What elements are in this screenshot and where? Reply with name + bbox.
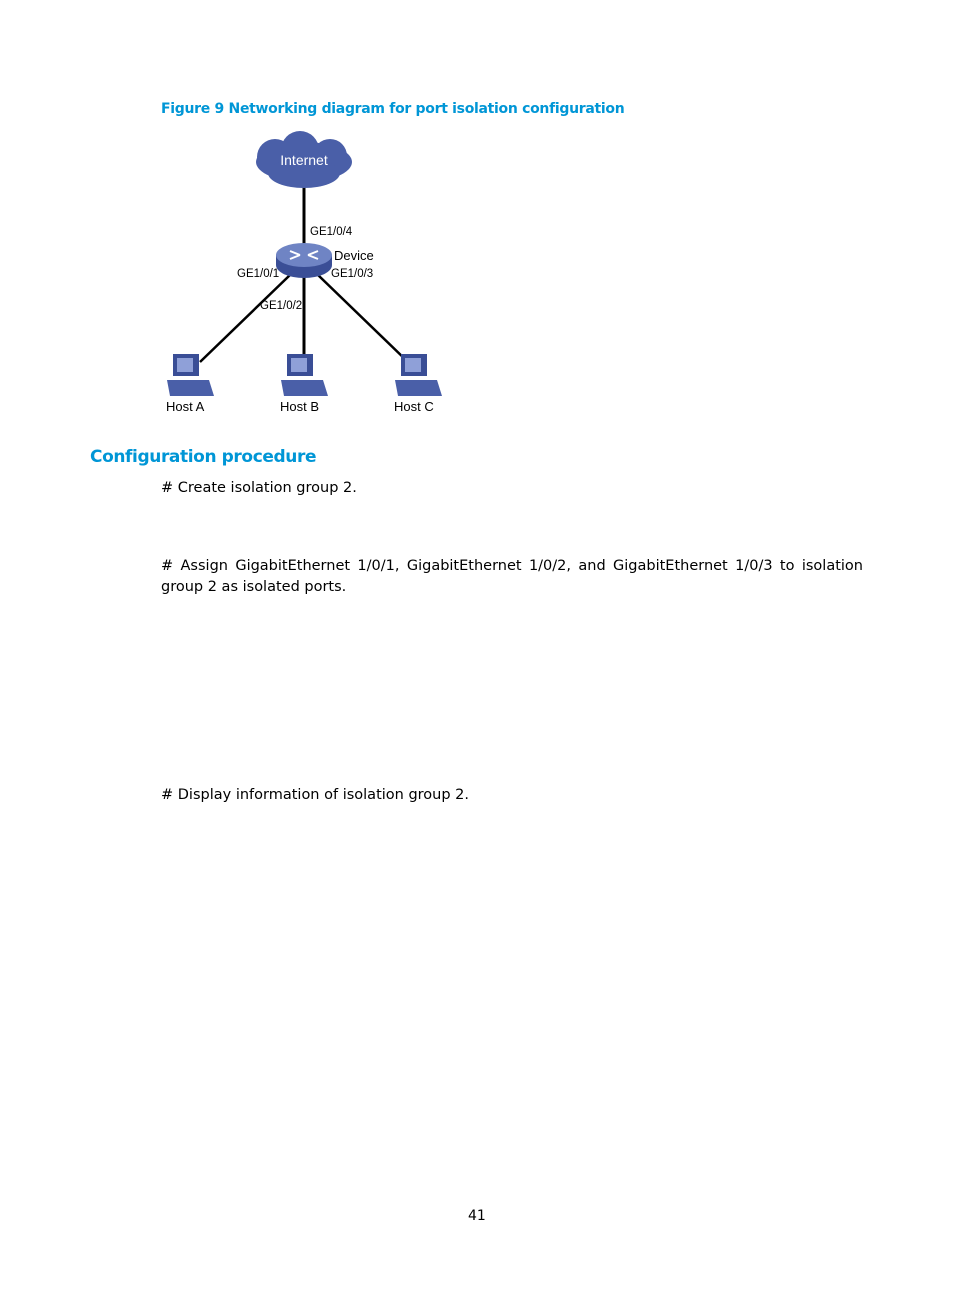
host-label: Host C [394, 399, 434, 414]
step-text: # Display information of isolation group 2. [161, 787, 470, 803]
port-label: GE1/0/1 [237, 268, 280, 280]
port-label: GE1/0/2 [260, 300, 303, 312]
step-text: # Create isolation group 2. [161, 480, 357, 496]
figure-title: Figure 9 Networking diagram for port isolation configuration [161, 101, 625, 117]
page-number: 41 [468, 1208, 486, 1224]
computer-icon [167, 354, 214, 396]
host-label: Host A [166, 399, 205, 414]
port-label: GE1/0/3 [331, 268, 374, 280]
internet-label: Internet [280, 152, 328, 168]
step-text: # Assign GigabitEthernet 1/0/1, GigabitEthernet 1/0/2, and GigabitEthernet 1/0/3 to isolation group 2 as isolated ports. [161, 558, 863, 595]
port-label: GE1/0/4 [310, 226, 353, 238]
device-label: Device [334, 248, 374, 263]
link-host-a [200, 275, 290, 362]
network-diagram [150, 130, 460, 420]
link-host-c [318, 275, 408, 362]
host-icons [167, 354, 442, 396]
section-title: Configuration procedure [90, 447, 317, 467]
computer-icon [281, 354, 328, 396]
switch-icon [276, 243, 332, 278]
host-label: Host B [280, 399, 320, 414]
computer-icon [395, 354, 442, 396]
